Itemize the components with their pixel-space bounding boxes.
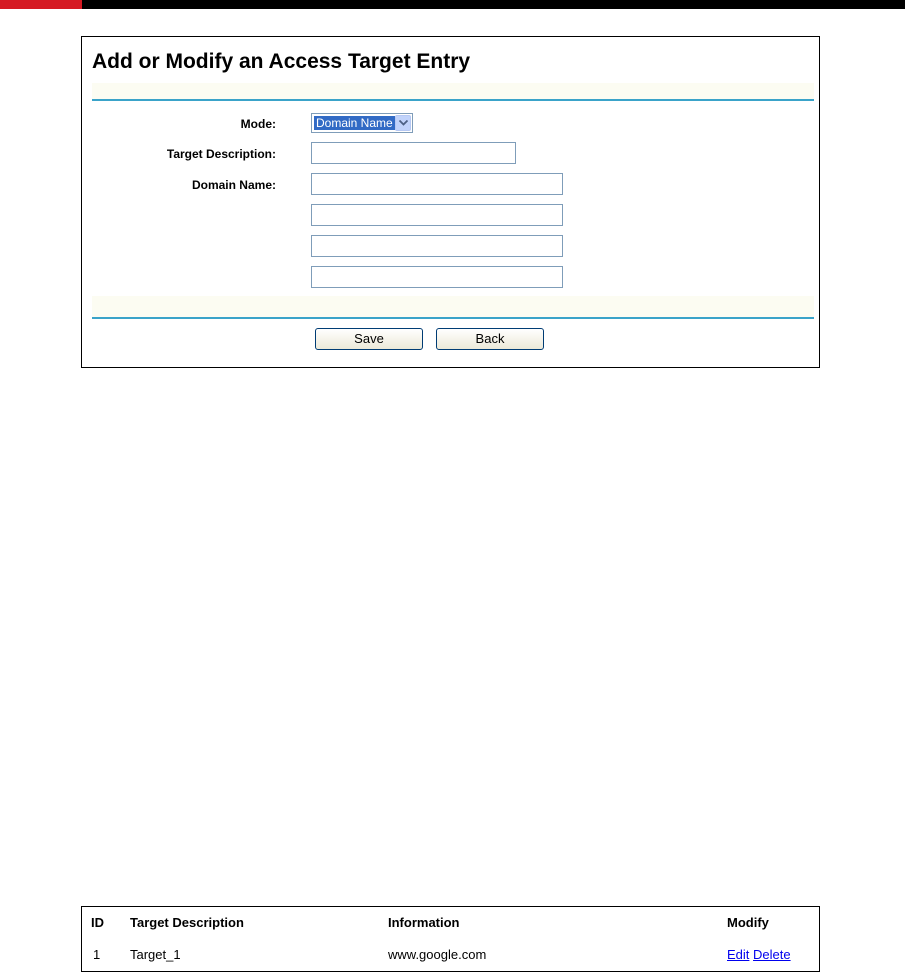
mode-select[interactable] [311,113,413,133]
top-divider [92,99,814,101]
domain-name-input-4[interactable] [311,266,563,288]
mode-selected-value: Domain Name [316,116,393,130]
access-target-table [81,906,820,972]
top-bar [0,0,905,9]
page-title: Add or Modify an Access Target Entry [92,50,471,73]
row-description: Target_1 [130,947,181,962]
bottom-divider [92,317,814,319]
domain-name-label: Domain Name: [191,178,276,192]
domain-name-input-3[interactable] [311,235,563,257]
footer-band [92,296,814,317]
column-header-information: Information [388,915,460,930]
chevron-down-icon[interactable] [395,115,411,131]
row-id: 1 [93,947,101,962]
delete-link[interactable]: Delete [753,947,791,962]
header-band [92,83,814,99]
column-header-id: ID [91,915,104,930]
access-target-form [81,36,820,368]
mode-label: Mode: [240,117,276,131]
back-button[interactable]: Back [436,328,544,350]
target-description-input[interactable] [311,142,516,164]
brand-accent [0,0,82,9]
column-header-modify: Modify [727,915,769,930]
save-button[interactable]: Save [315,328,423,350]
domain-name-input-1[interactable] [311,173,563,195]
edit-link[interactable]: Edit [727,947,750,962]
row-information: www.google.com [388,947,487,962]
domain-name-input-2[interactable] [311,204,563,226]
target-description-label: Target Description: [166,147,276,161]
column-header-description: Target Description [130,915,244,930]
